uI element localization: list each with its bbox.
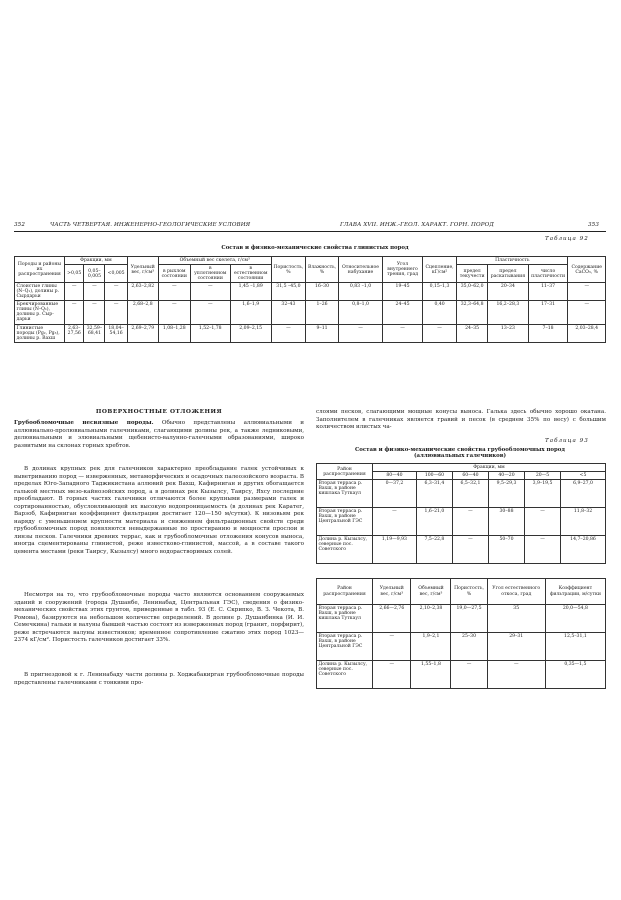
row-name: Вторая терраса р. Вахш, в районе кишлака Туткаул bbox=[317, 605, 373, 633]
cell-density: 2,69–2,79 bbox=[127, 324, 158, 342]
th-porosity: Пористость, % bbox=[451, 579, 487, 605]
table-row bbox=[15, 301, 606, 324]
th-c1: 80—40 bbox=[373, 472, 417, 480]
cell-p3: 7–18 bbox=[528, 324, 568, 342]
table93-label: Таблица 93 bbox=[545, 438, 589, 444]
table-row bbox=[317, 508, 606, 536]
cell-vw1: — bbox=[158, 283, 190, 301]
cell-vw3: 1,6–1,9 bbox=[230, 301, 271, 324]
th-c6: <5 bbox=[561, 472, 606, 480]
cell-c5: — bbox=[525, 508, 561, 536]
th-porosity: Пористость, % bbox=[271, 257, 305, 283]
th-vol: Объемный вес, г/см³ bbox=[411, 579, 451, 605]
cell-cohesion: — bbox=[422, 324, 456, 342]
th-density: Удельный вес, г/см³ bbox=[127, 257, 158, 283]
cell-porosity: 32–43 bbox=[271, 301, 305, 324]
th-rocks: Породы и районы их распространения bbox=[15, 257, 65, 283]
cell-c1: 0—37,2 bbox=[373, 480, 417, 508]
right-running-title: ГЛАВА XVII. ИНЖ.-ГЕОЛ. ХАРАКТ. ГОРН. ПОРОД bbox=[340, 222, 494, 228]
cell-c5: — bbox=[525, 536, 561, 564]
cell-filtr: 0,35—1,5 bbox=[545, 661, 605, 689]
cell-f1: — bbox=[65, 301, 84, 324]
cell-swelling: 0,83 –1,0 bbox=[338, 283, 382, 301]
table-row bbox=[317, 605, 606, 633]
cell-f1: — bbox=[65, 283, 84, 301]
table92 bbox=[14, 256, 606, 343]
section-title: ПОВЕРХНОСТНЫЕ ОТЛОЖЕНИЯ bbox=[95, 409, 223, 415]
th-fractions: Фракции, мм bbox=[373, 464, 606, 472]
table-row bbox=[317, 536, 606, 564]
paragraph-text: Обычно представлены аллювиальными и аллювиально-пролювиальными галечниками, слагающими долины рек, а также ледниковыми, делювиальными и элювиальными щебенисто-валунно-галечными образованиями, широко развитыми на склонах горных хребтов. bbox=[14, 420, 305, 449]
cell-c3: 6,5–32,1 bbox=[452, 480, 488, 508]
table92-caption: Состав и физико-механические свойства глинистых пород bbox=[221, 245, 409, 251]
cell-p1: 35,0–62,0 bbox=[457, 283, 488, 301]
cell-vol: 1,55–1,8 bbox=[411, 661, 451, 689]
cell-c6: 6,9–27,0 bbox=[561, 480, 606, 508]
th-moisture: Влажность, % bbox=[306, 257, 339, 283]
header-rule bbox=[14, 231, 606, 232]
cell-moisture: 1–26 bbox=[306, 301, 339, 324]
cell-f3: — bbox=[105, 301, 127, 324]
th-swelling: Относительное набухание bbox=[338, 257, 382, 283]
cell-vw1: — bbox=[158, 301, 190, 324]
th-cohesion: Сцепление, кГ/см² bbox=[422, 257, 456, 283]
cell-f3: — bbox=[105, 283, 127, 301]
th-p2: предел раскатывания bbox=[488, 265, 529, 283]
row-name: Вторая терраса р. Вахш, в районе кишлака Туткаул bbox=[317, 480, 373, 508]
cell-vw1: 1,08–1,28 bbox=[158, 324, 190, 342]
cell-c4: 9,5–29,3 bbox=[488, 480, 524, 508]
cell-vol: 1,9–2,1 bbox=[411, 633, 451, 661]
table-row bbox=[15, 324, 606, 342]
cell-density: 2,66—2,76 bbox=[373, 605, 411, 633]
th-vw3: в естественном состоянии bbox=[230, 265, 271, 283]
table93-fractions bbox=[316, 463, 606, 564]
cell-cohesion: 0,40 bbox=[422, 301, 456, 324]
cell-c1: 1,19—9,93 bbox=[373, 536, 417, 564]
cell-c4: 50–70 bbox=[488, 536, 524, 564]
cell-carbonate: — bbox=[568, 301, 606, 324]
th-c3: 60—40 bbox=[452, 472, 488, 480]
cell-moisture: 9–11 bbox=[306, 324, 339, 342]
row-name: Вторая терраса р. Вахш, в районе Центральной ГЭС bbox=[317, 508, 373, 536]
cell-porosity: 19,0—27,5 bbox=[451, 605, 487, 633]
th-f2: 0,05–0,005 bbox=[84, 265, 105, 283]
cell-c3: — bbox=[452, 536, 488, 564]
cell-density: 2,63–2,82 bbox=[127, 283, 158, 301]
th-f1: >0,05 bbox=[65, 265, 84, 283]
left-paragraph-1 bbox=[14, 420, 304, 450]
th-angle: Угол естественного откоса, град bbox=[487, 579, 545, 605]
th-p3: число пластичности bbox=[528, 265, 568, 283]
row-name: Слоистые глины (N–Q₁), долины р. Сырдарьи bbox=[15, 283, 65, 301]
cell-angle: 29–31 bbox=[487, 633, 545, 661]
cell-c1: — bbox=[373, 508, 417, 536]
left-paragraph-3: Несмотря на то, что грубообломочные породы часто являются основанием сооружаемых зданий и сооружений (города Душанбе, Ленинабад, Центральная ГЭС), сведения о физико-механических свойствах этих грунтов, приведенные в табл. 93 (Е. С. Скрипко, В. З. Чекота, В. Ромова), базируются на небольшом количестве определений. В долине р. Душанбинка (И. И. Семечкина) гальки и валуны бывшей частью состоят из изверженных пород (гранит, порфирит), реже встречаются валуны известняков; временное сопротивление сжатию этих пород 1023—2374 кГ/см². Пористость галечников достигает 33%. bbox=[14, 592, 304, 643]
cell-c5: 3,9–19,5 bbox=[525, 480, 561, 508]
cell-p1: 32,3–64,8 bbox=[457, 301, 488, 324]
cell-c4: 30–88 bbox=[488, 508, 524, 536]
cell-f1: 2,63–27,56 bbox=[65, 324, 84, 342]
th-area: Район распространения bbox=[317, 579, 373, 605]
row-name: Глинистые породы (Pg₂, Pg₃), долины р. Вахш bbox=[15, 324, 65, 342]
left-page-number: 352 bbox=[14, 222, 25, 228]
row-name: Вторая терраса р. Вахш, в районе Центральной ГЭС bbox=[317, 633, 373, 661]
row-name: Долина р. Кызылсу, северные пос. Советского bbox=[317, 536, 373, 564]
cell-p1: 24–35 bbox=[457, 324, 488, 342]
table93-properties bbox=[316, 578, 606, 689]
cell-c6: 11,8–32 bbox=[561, 508, 606, 536]
th-carbonate: Содержание CaCO₃, % bbox=[568, 257, 606, 283]
th-f3: <0,005 bbox=[105, 265, 127, 283]
cell-c3: — bbox=[452, 508, 488, 536]
row-name: Брекчированные глины (N–Q₁), долины р. Сыр-дарьи bbox=[15, 301, 65, 324]
cell-porosity: 25–30 bbox=[451, 633, 487, 661]
table93-header-row1 bbox=[317, 464, 606, 472]
cell-carbonate: 2,03–28,4 bbox=[568, 324, 606, 342]
cell-density: — bbox=[373, 633, 411, 661]
cell-friction: — bbox=[383, 324, 423, 342]
right-page-number: 353 bbox=[588, 222, 599, 228]
th-fractions: Фракции, мм bbox=[65, 257, 128, 265]
cell-angle: 35 bbox=[487, 605, 545, 633]
right-paragraph: слоями песков, слагающими мощные конусы выноса. Галька здесь обычно хорошо окатана. Заполнителем в галечниках является гравий и песок (в среднем 35% по весу) с большим количеством илистых ча- bbox=[316, 409, 606, 430]
table-row bbox=[317, 633, 606, 661]
cell-p3: 11–37 bbox=[528, 283, 568, 301]
th-plasticity: Пластичность bbox=[457, 257, 568, 265]
th-area: Район распространения bbox=[317, 464, 373, 480]
cell-swelling: 0,8–1,0 bbox=[338, 301, 382, 324]
left-paragraph-4: В пригнездовой к г. Ленинабаду части долины р. Ходжабакирган грубообломочные породы представлены галечниками с тонкими про- bbox=[14, 672, 304, 686]
cell-vw2: — bbox=[190, 283, 230, 301]
cell-filtr: 12,5–31,1 bbox=[545, 633, 605, 661]
th-friction: Угол внутреннего трения, град bbox=[383, 257, 423, 283]
th-c4: 40—20 bbox=[488, 472, 524, 480]
cell-p2: 13–23 bbox=[488, 324, 529, 342]
cell-p2: 16,2–28,3 bbox=[488, 301, 529, 324]
table93-header-props bbox=[317, 579, 606, 605]
cell-vw2: — bbox=[190, 301, 230, 324]
cell-p3: 17–31 bbox=[528, 301, 568, 324]
table92-label: Таблица 92 bbox=[545, 236, 589, 242]
th-vw2: в уплотненном состоянии bbox=[190, 265, 230, 283]
table-row bbox=[317, 480, 606, 508]
cell-f2: — bbox=[84, 283, 105, 301]
cell-p2: 20–34 bbox=[488, 283, 529, 301]
left-running-title: ЧАСТЬ ЧЕТВЕРТАЯ. ИНЖЕНЕРНО-ГЕОЛОГИЧЕСКИЕ УСЛОВИЯ bbox=[50, 222, 251, 228]
table-row bbox=[15, 283, 606, 301]
cell-friction: 19–45 bbox=[383, 283, 423, 301]
cell-vw3: 2,09–2,15 bbox=[230, 324, 271, 342]
cell-density: — bbox=[373, 661, 411, 689]
th-p1: предел текучести bbox=[457, 265, 488, 283]
table-row bbox=[317, 661, 606, 689]
table93-caption: Состав и физико-механические свойства грубообломочных пород (аллювиальных галечников) bbox=[355, 447, 565, 459]
cell-c2: 7,5–22,8 bbox=[416, 536, 452, 564]
th-vol-weight: Объемный вес скелета, г/см³ bbox=[158, 257, 271, 265]
bold-lead: Грубообломочные несвязные породы. bbox=[14, 420, 154, 426]
cell-carbonate: — bbox=[568, 283, 606, 301]
cell-porosity: 31,5 –45,0 bbox=[271, 283, 305, 301]
cell-filtr: 20,0—54,8 bbox=[545, 605, 605, 633]
cell-f3: 18,04–54,16 bbox=[105, 324, 127, 342]
cell-f2: 32,59–68,41 bbox=[84, 324, 105, 342]
cell-swelling: — bbox=[338, 324, 382, 342]
cell-vol: 2,10–2,38 bbox=[411, 605, 451, 633]
cell-porosity: — bbox=[271, 324, 305, 342]
cell-c2: 6,3–31,4 bbox=[416, 480, 452, 508]
cell-f2: — bbox=[84, 301, 105, 324]
th-density: Удельный вес, г/см³ bbox=[373, 579, 411, 605]
cell-moisture: 16–30 bbox=[306, 283, 339, 301]
th-c2: 100—60 bbox=[416, 472, 452, 480]
cell-density: 2,68–2,8 bbox=[127, 301, 158, 324]
th-vw1: в рыхлом состоянии bbox=[158, 265, 190, 283]
cell-cohesion: 0,15–1,3 bbox=[422, 283, 456, 301]
cell-vw3: 1,45 –1,89 bbox=[230, 283, 271, 301]
cell-angle: — bbox=[487, 661, 545, 689]
table92-header-row1 bbox=[15, 257, 606, 265]
cell-c6: 14,7–20,86 bbox=[561, 536, 606, 564]
cell-vw2: 1,52–1,78 bbox=[190, 324, 230, 342]
left-paragraph-2: В долинах крупных рек для галечников характерно преобладание галек устойчивых к выветриванию пород — изверженных, метаморфических и осадочных палеозойского возраста. В пределах Юго-Западного Таджикистана аллювий рек Вахш, Кафирниган и других обогащается галькой местных мезо-кайнозойских пород, а в долинах рек Кызылсу, Таирсу, Яхсу последние преобладают. В горных частях галечники отличаются более крупными размерами галек и сортированностью, обусловливающей их высокую водопроницаемость (в долинах рек Каратег, Варзоб, Кафирниган коэффициент фильтрации достигает 120—150 м/сутки). К низовьям рек наряду с уменьшением крупности материала и снижением фильтрационных свойств среди грубообломочных пород появляются невыдержанные по простиранию и мощности прослои и линзы песков. Галечники древних террас, как и грубообломочные отложения конусов выноса, иногда сцементированы глинистой, реже известково-глинистой, массой, а в составе такого цемента местами (реки Таирсу, Кызылсу) много водорастворимых солей. bbox=[14, 466, 304, 555]
row-name: Долина р. Кызылсу, северные пос. Советского bbox=[317, 661, 373, 689]
th-filtr: Коэффициент фильтрации, м/сутки bbox=[545, 579, 605, 605]
cell-porosity: — bbox=[451, 661, 487, 689]
cell-friction: 24–45 bbox=[383, 301, 423, 324]
cell-c2: 1,6–21,0 bbox=[416, 508, 452, 536]
th-c5: 20—5 bbox=[525, 472, 561, 480]
